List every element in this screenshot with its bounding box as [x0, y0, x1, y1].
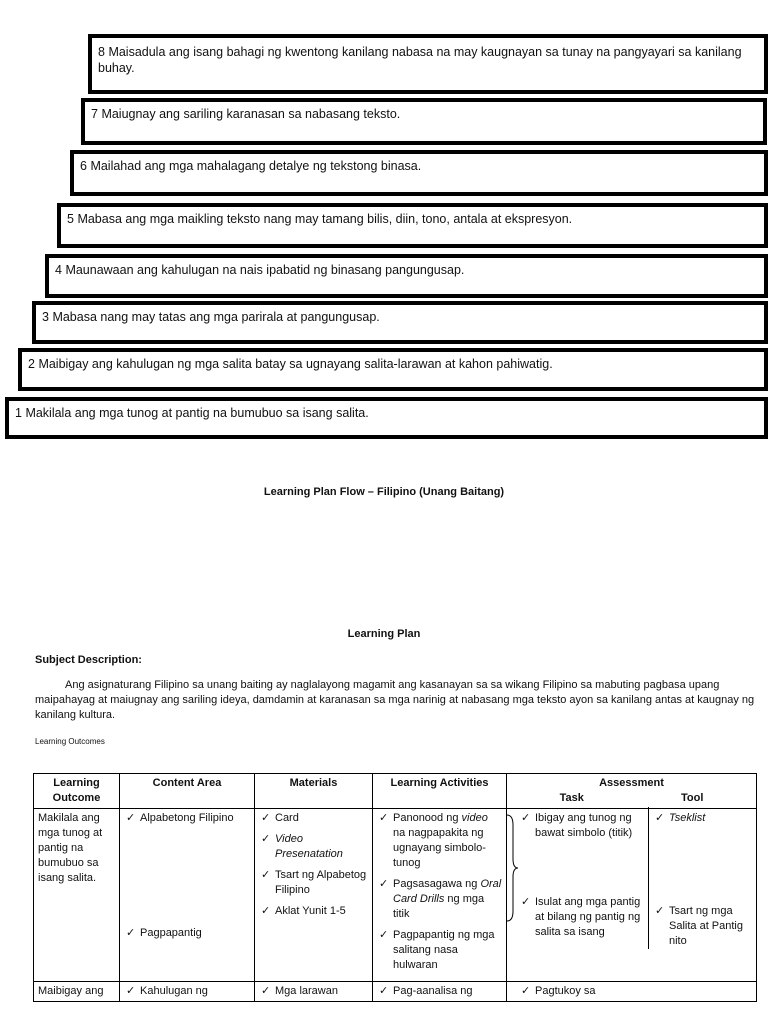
learning-outcomes-label: Learning Outcomes [35, 737, 105, 746]
list-item: ✓ Pagtukoy sa [519, 984, 752, 999]
list-item: ✓ Video Presenatation [259, 832, 368, 862]
materials-cell [255, 809, 373, 982]
list-item: ✓ Aklat Yunit 1-5 [259, 904, 368, 919]
assessment-label: Assessment [599, 777, 664, 789]
step-number: 3 [42, 310, 49, 324]
step-number: 5 [67, 212, 74, 226]
outcome-step-6 [70, 150, 768, 196]
list-item: ✓ Pag-aanalisa ng [377, 984, 502, 999]
step-text: Mabasa ang mga maikling teksto nang may tamang bilis, diin, tono, antala at ekspresyon. [77, 212, 573, 226]
list-item: ✓ Card [259, 811, 368, 826]
step-number: 1 [15, 406, 22, 420]
subject-description: Ang asignaturang Filipino sa unang baiting ay naglalayong magamit ang kasanayan sa sa wikang Filipino sa mabuting pagbasa upang maipahayag at maiugnay ang sariling ideya, damdamin at karanasan sa mga narinig at nabasang mga teksto ayon sa kanilang antas at kaugnay ng kanilang kultura. [35, 679, 755, 721]
brace-icon [505, 813, 519, 923]
step-text: Maisadula ang isang bahagi ng kwentong kanilang nabasa na may kaugnayan sa tunay na pangyayari sa kanilang buhay. [98, 45, 742, 75]
step-text: Maibigay ang kahulugan ng mga salita batay sa ugnayang salita-larawan at kahon pahiwatig. [38, 357, 553, 371]
step-number: 7 [91, 107, 98, 121]
header-task: Task [559, 792, 584, 804]
list-item: ✓ Ibigay ang tunog ng bawat simbolo (titik) [519, 811, 644, 841]
list-item: ✓ Tsart ng mga Salita at Pantig nito [653, 904, 756, 949]
header-tool: Tool [681, 792, 704, 804]
step-text: Mailahad ang mga mahalagang detalye ng tekstong binasa. [90, 159, 422, 173]
content-cell [120, 982, 255, 1002]
step-text: Maiugnay ang sariling karanasan sa nabasang teksto. [101, 107, 401, 121]
assessment-cell [507, 809, 757, 982]
list-item: ✓ Panonood ng video na nagpapakita ng ugnayang simbolo-tunog [377, 811, 502, 871]
outcome-step-8 [88, 34, 768, 94]
list-item: ✓ Isulat ang mga pantig at bilang ng pantig ng salita sa isang [519, 895, 644, 940]
table-row [34, 809, 757, 982]
header-materials: Materials [255, 774, 373, 809]
activities-cell [373, 982, 507, 1002]
step-number: 4 [55, 263, 62, 277]
step-text: Makilala ang mga tunog at pantig na bumubuo sa isang salita. [25, 406, 369, 420]
outcome-step-1 [5, 397, 768, 439]
list-item: ✓ Pagsasagawa ng Oral Card Drills ng mga titik [377, 877, 502, 922]
list-item: ✓ Alpabetong Filipino [124, 811, 250, 826]
list-item: ✓ Mga larawan [259, 984, 368, 999]
list-item: ✓ Tsart ng Alpabetog Filipino [259, 868, 368, 898]
outcome-cell: Makilala ang mga tunog at pantig na bumubuo sa isang salita. [34, 809, 120, 982]
list-item: ✓ Pagpapantig [124, 926, 250, 941]
step-number: 6 [80, 159, 87, 173]
outcome-step-7 [81, 98, 767, 145]
list-item: ✓ Kahulugan ng [124, 984, 250, 999]
activities-cell [373, 809, 507, 982]
step-text: Mabasa nang may tatas ang mga parirala at pangungusap. [52, 310, 380, 324]
subject-heading: Subject Description: [35, 654, 142, 666]
header-assessment [507, 774, 757, 809]
outcome-step-4 [45, 254, 768, 298]
step-text: Maunawaan ang kahulugan na nais ipabatid ng binasang pangungusap. [65, 263, 465, 277]
step-number: 8 [98, 45, 105, 59]
list-item: ✓ Tseklist [653, 811, 756, 826]
materials-cell [255, 982, 373, 1002]
content-cell [120, 809, 255, 982]
header-content-area: Content Area [120, 774, 255, 809]
step-number: 2 [28, 357, 35, 371]
flow-title: Learning Plan Flow – Filipino (Unang Baitang) [263, 486, 505, 498]
outcome-step-2 [18, 348, 768, 391]
table-header-row [34, 774, 757, 809]
list-item: ✓ Pagpapantig ng mga salitang nasa hulwaran [377, 928, 502, 973]
plan-title: Learning Plan [347, 628, 421, 640]
outcome-step-3 [32, 301, 768, 344]
header-outcome: Learning Outcome [34, 774, 120, 809]
outcome-step-5 [57, 203, 768, 248]
header-activities: Learning Activities [373, 774, 507, 809]
learning-plan-table [33, 773, 757, 1002]
table-row [34, 982, 757, 1002]
outcome-cell: Maibigay ang [34, 982, 120, 1002]
assessment-cell [507, 982, 757, 1002]
